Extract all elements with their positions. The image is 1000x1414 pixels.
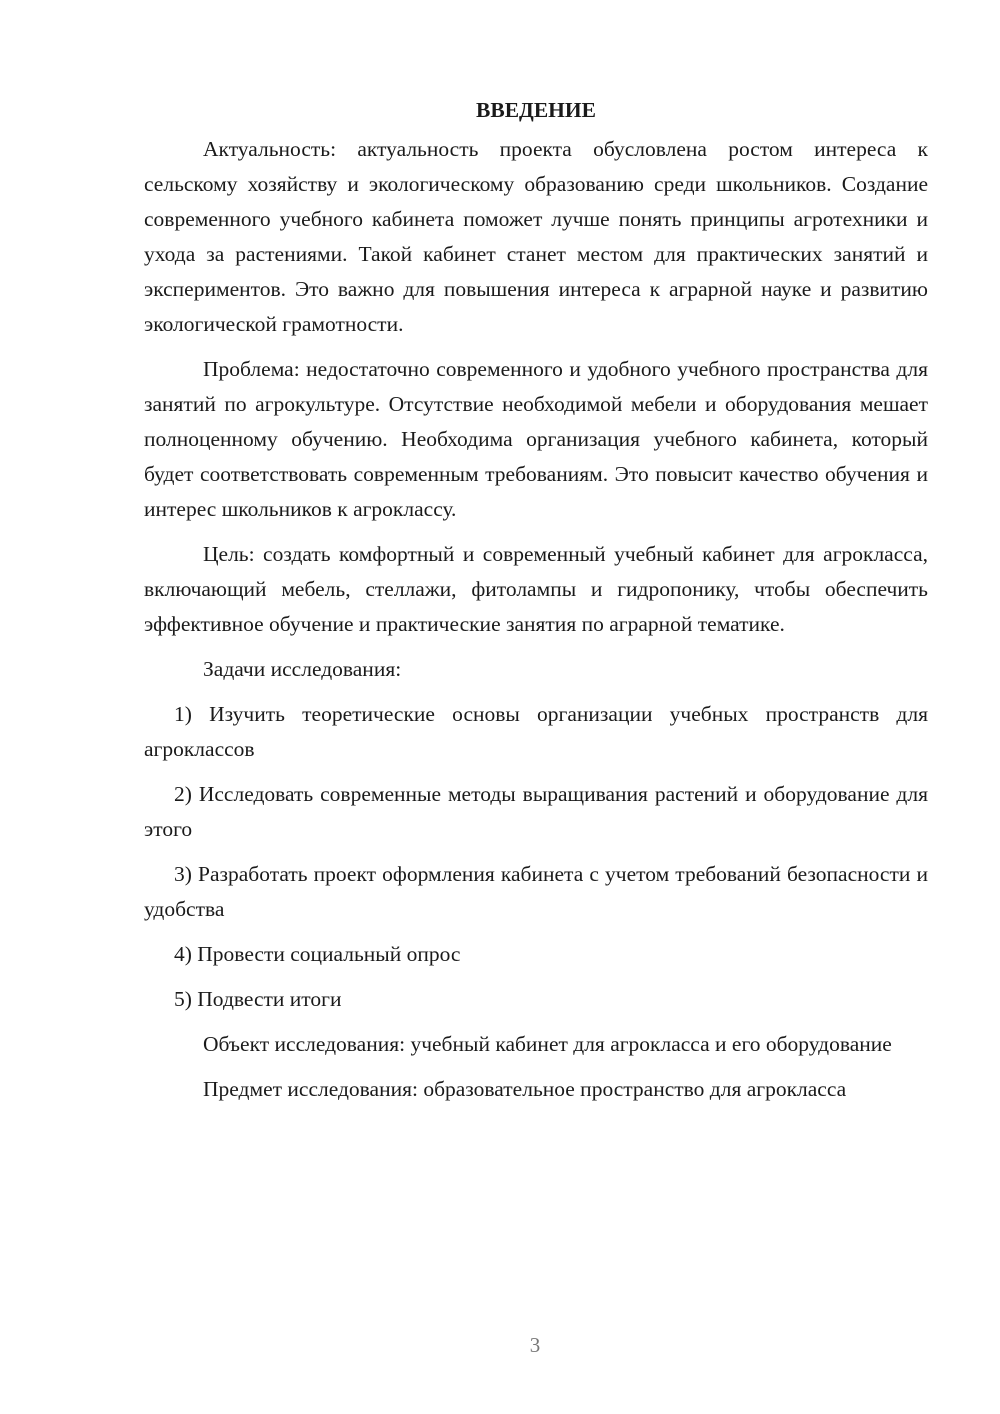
task-item-4: 4) Провести социальный опрос: [174, 942, 461, 966]
tasks-heading: Задачи исследования:: [203, 657, 402, 681]
task-item-1: 1) Изучить теоретические основы организации учебных пространств для агроклассов: [144, 702, 928, 761]
task-item-5: 5) Подвести итоги: [174, 987, 342, 1011]
goal-paragraph: Цель: создать комфортный и современный учебный кабинет для агрокласса, включающий мебель, стеллажи, фитолампы и гидропонику, чтобы обеспечить эффективное обучение и практические занятия по аграрной тематике.: [144, 542, 928, 636]
page-number: 3: [529, 1333, 541, 1357]
subject-paragraph: Предмет исследования: образовательное пространство для агрокласса: [203, 1077, 847, 1101]
relevance-paragraph: Актуальность: актуальность проекта обусловлена ростом интереса к сельскому хозяйству и экологическому образованию среди школьников. Создание современного учебного кабинета поможет лучше понять принципы агротехники и ухода за растениями. Такой кабинет станет местом для практических занятий и экспериментов. Это важно для повышения интереса к аграрной науке и развитию экологической грамотности.: [144, 137, 928, 336]
task-item-3: 3) Разработать проект оформления кабинета с учетом требований безопасности и удобства: [144, 862, 928, 921]
object-paragraph: Объект исследования: учебный кабинет для агрокласса и его оборудование: [203, 1032, 892, 1056]
task-item-2: 2) Исследовать современные методы выращивания растений и оборудование для этого: [144, 782, 928, 841]
problem-paragraph: Проблема: недостаточно современного и удобного учебного пространства для занятий по агрокультуре. Отсутствие необходимой мебели и оборудования мешает полноценному обучению. Необходима организация учебного кабинета, который будет соответствовать современным требованиям. Это повысит качество обучения и интерес школьников к агроклассу.: [144, 357, 928, 521]
section-title: ВВЕДЕНИЕ: [476, 98, 596, 122]
document-page: [144, 92, 928, 1117]
